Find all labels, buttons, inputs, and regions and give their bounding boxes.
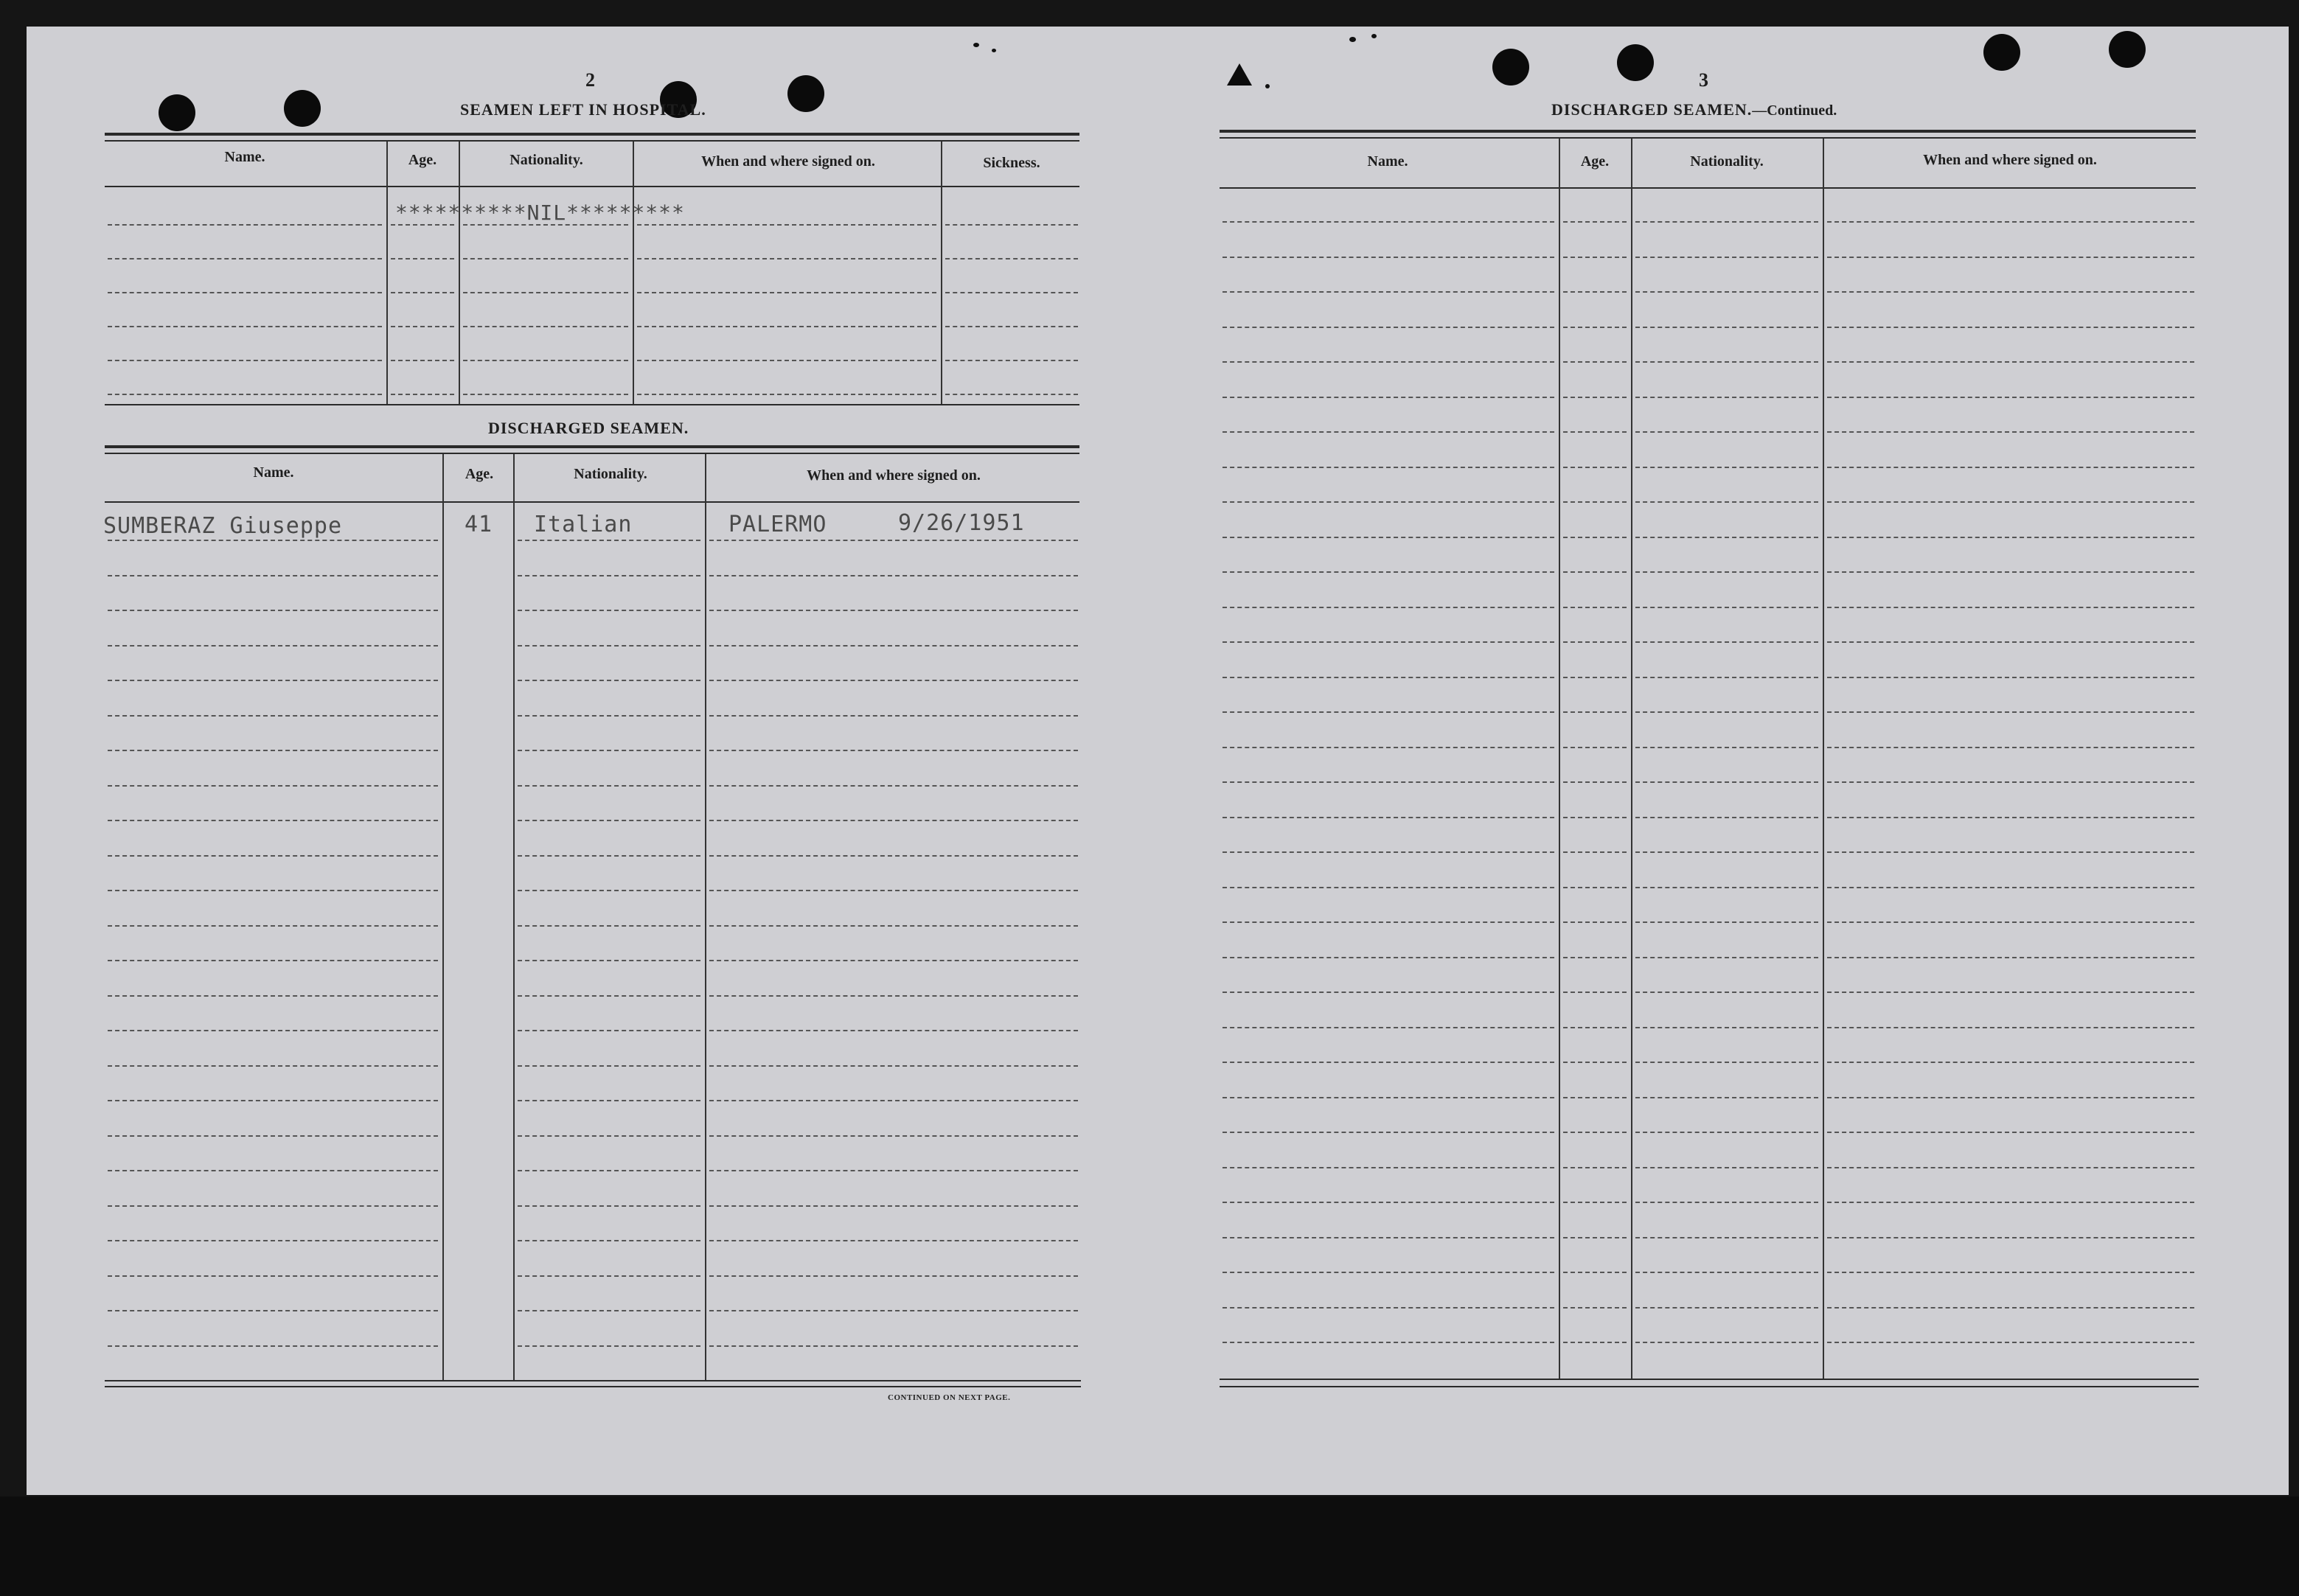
row-rule [1222, 781, 1554, 783]
punch-hole [1617, 44, 1654, 81]
row-rule [1635, 291, 1818, 293]
row-rule [637, 292, 936, 293]
col-head-signed-on: When and where signed on. [807, 467, 981, 484]
row-rule [108, 925, 438, 927]
row-rule [1222, 1202, 1554, 1203]
row-rule [108, 680, 438, 681]
row-rule [1563, 361, 1627, 363]
row-rule [1222, 711, 1554, 713]
row-rule [1563, 221, 1627, 223]
row-rule [709, 1240, 1078, 1241]
row-rule [108, 995, 438, 997]
row-rule [1563, 1062, 1627, 1063]
row-rule [1635, 501, 1818, 503]
row-rule [108, 610, 438, 611]
row-rule [1827, 1132, 2194, 1133]
row-rule [1635, 1062, 1818, 1063]
row-rule [1827, 1027, 2194, 1028]
row-rule [1635, 257, 1818, 258]
row-rule [518, 1240, 700, 1241]
row-rule [518, 890, 700, 891]
row-rule [1827, 1272, 2194, 1273]
row-rule [1635, 221, 1818, 223]
row-rule [1827, 501, 2194, 503]
rule [105, 453, 1079, 454]
seaman-nationality: Italian [534, 512, 633, 537]
row-rule [709, 1135, 1078, 1137]
ink-speck [992, 49, 996, 52]
row-rule [1635, 641, 1818, 643]
row-rule [463, 258, 628, 259]
row-rule [1827, 992, 2194, 993]
row-rule [518, 645, 700, 647]
row-rule [945, 258, 1078, 259]
punch-hole [159, 94, 195, 131]
punch-hole [2109, 31, 2146, 68]
row-rule [1827, 921, 2194, 923]
ink-speck [1349, 37, 1356, 42]
row-rule [1222, 921, 1554, 923]
row-rule [1222, 501, 1554, 503]
row-rule [1827, 641, 2194, 643]
row-rule [108, 715, 438, 717]
row-rule [108, 1135, 438, 1137]
discharged-continued-title [1551, 100, 1837, 119]
row-rule [1563, 921, 1627, 923]
row-rule [463, 394, 628, 395]
row-rule [945, 224, 1078, 226]
row-rule [709, 855, 1078, 857]
row-rule [1222, 537, 1554, 538]
row-rule [1635, 851, 1818, 853]
row-rule [1635, 467, 1818, 468]
row-rule [1222, 677, 1554, 678]
row-rule [709, 1345, 1078, 1347]
punch-hole [787, 75, 824, 112]
row-rule [1635, 361, 1818, 363]
row-rule [518, 960, 700, 961]
row-rule [1827, 607, 2194, 608]
row-rule [1827, 257, 2194, 258]
row-rule [391, 292, 454, 293]
row-rule [1635, 1027, 1818, 1028]
row-rule [518, 715, 700, 717]
row-rule [1635, 571, 1818, 573]
punch-hole [284, 90, 321, 127]
row-rule [1563, 1237, 1627, 1238]
row-rule [1635, 1167, 1818, 1168]
row-rule [518, 575, 700, 576]
row-rule [518, 1170, 700, 1171]
col-head-name: Name. [1367, 153, 1408, 170]
row-rule [463, 360, 628, 361]
row-rule [709, 925, 1078, 927]
row-rule [1563, 677, 1627, 678]
row-rule [1635, 1237, 1818, 1238]
row-rule [1222, 431, 1554, 433]
title-main: DISCHARGED SEAMEN. [1551, 100, 1753, 119]
row-rule [463, 326, 628, 327]
row-rule [709, 1100, 1078, 1101]
row-rule [945, 326, 1078, 327]
row-rule [108, 1030, 438, 1031]
row-rule [518, 855, 700, 857]
row-rule [391, 360, 454, 361]
row-rule [709, 540, 1078, 541]
row-rule [1635, 1202, 1818, 1203]
row-rule [709, 820, 1078, 821]
page-number-right: 3 [1699, 69, 1708, 91]
row-rule [1827, 397, 2194, 398]
col-divider [1631, 139, 1632, 1380]
row-rule [518, 680, 700, 681]
row-rule [1563, 817, 1627, 818]
row-rule [1827, 221, 2194, 223]
col-divider [386, 142, 388, 404]
row-rule [108, 292, 382, 293]
row-rule [709, 1275, 1078, 1277]
row-rule [518, 1275, 700, 1277]
col-divider [459, 142, 460, 404]
row-rule [1563, 327, 1627, 328]
row-rule [1827, 1237, 2194, 1238]
col-divider [633, 142, 634, 404]
row-rule [709, 680, 1078, 681]
row-rule [1563, 291, 1627, 293]
row-rule [1563, 641, 1627, 643]
col-head-name: Name. [224, 149, 265, 165]
row-rule [1222, 1132, 1554, 1133]
row-rule [709, 610, 1078, 611]
row-rule [1222, 641, 1554, 643]
row-rule [1222, 1237, 1554, 1238]
row-rule [518, 1100, 700, 1101]
col-head-nationality: Nationality. [509, 152, 583, 168]
col-divider [941, 142, 942, 404]
row-rule [108, 750, 438, 751]
row-rule [108, 1205, 438, 1207]
rule [1220, 187, 2196, 189]
row-rule [1563, 537, 1627, 538]
col-head-name: Name. [253, 464, 294, 481]
row-rule [1563, 1132, 1627, 1133]
row-rule [1635, 537, 1818, 538]
row-rule [1635, 327, 1818, 328]
row-rule [108, 326, 382, 327]
row-rule [1563, 1027, 1627, 1028]
row-rule [945, 292, 1078, 293]
rule [105, 501, 1079, 503]
row-rule [1635, 957, 1818, 958]
col-head-nationality: Nationality. [574, 466, 647, 482]
rule [105, 1380, 1081, 1381]
row-rule [391, 258, 454, 259]
row-rule [108, 960, 438, 961]
row-rule [1635, 1272, 1818, 1273]
row-rule [391, 326, 454, 327]
row-rule [1222, 817, 1554, 818]
row-rule [1563, 1167, 1627, 1168]
signed-on-date: 9/26/1951 [898, 510, 1025, 536]
hospital-nil-entry: **********NIL********* [395, 201, 685, 225]
row-rule [1635, 711, 1818, 713]
row-rule [1827, 711, 2194, 713]
row-rule [1222, 397, 1554, 398]
rule [105, 186, 1079, 187]
title-continued: —Continued. [1752, 102, 1837, 119]
row-rule [1563, 887, 1627, 888]
row-rule [108, 785, 438, 787]
seaman-age: 41 [465, 512, 493, 537]
row-rule [1635, 431, 1818, 433]
row-rule [518, 1205, 700, 1207]
col-head-nationality: Nationality. [1690, 153, 1764, 170]
row-rule [1222, 467, 1554, 468]
row-rule [518, 1135, 700, 1137]
ink-speck [973, 43, 979, 47]
row-rule [709, 1030, 1078, 1031]
discharged-section-title: DISCHARGED SEAMEN. [488, 419, 689, 437]
row-rule [108, 360, 382, 361]
row-rule [1827, 571, 2194, 573]
row-rule [1635, 921, 1818, 923]
row-rule [1222, 851, 1554, 853]
triangle-mark [1227, 63, 1252, 86]
row-rule [1563, 257, 1627, 258]
row-rule [108, 1310, 438, 1311]
row-rule [1827, 291, 2194, 293]
row-rule [1222, 1307, 1554, 1308]
row-rule [1635, 1097, 1818, 1098]
rule [1220, 1386, 2199, 1387]
row-rule [709, 715, 1078, 717]
col-head-signed-on: When and where signed on. [701, 153, 875, 170]
row-rule [108, 258, 382, 259]
row-rule [518, 925, 700, 927]
row-rule [1563, 711, 1627, 713]
row-rule [1635, 747, 1818, 748]
row-rule [709, 1170, 1078, 1171]
row-rule [108, 1170, 438, 1171]
row-rule [1827, 1167, 2194, 1168]
row-rule [1222, 571, 1554, 573]
row-rule [1222, 957, 1554, 958]
punch-hole [1492, 49, 1529, 86]
col-divider [705, 454, 706, 1380]
punch-hole [1983, 34, 2020, 71]
row-rule [1827, 327, 2194, 328]
row-rule [108, 224, 382, 226]
row-rule [1563, 571, 1627, 573]
row-rule [1222, 1062, 1554, 1063]
row-rule [518, 1030, 700, 1031]
rule [105, 1386, 1081, 1387]
row-rule [709, 645, 1078, 647]
hospital-section-title: SEAMEN LEFT IN HOSPITAL. [460, 100, 706, 119]
row-rule [1563, 1307, 1627, 1308]
row-rule [1222, 221, 1554, 223]
row-rule [709, 890, 1078, 891]
row-rule [1222, 1272, 1554, 1273]
row-rule [1827, 887, 2194, 888]
row-rule [1827, 851, 2194, 853]
row-rule [1827, 957, 2194, 958]
row-rule [1563, 607, 1627, 608]
row-rule [1635, 817, 1818, 818]
row-rule [1222, 257, 1554, 258]
row-rule [1222, 291, 1554, 293]
row-rule [709, 960, 1078, 961]
row-rule [1827, 677, 2194, 678]
rule [105, 133, 1079, 136]
row-rule [1827, 1202, 2194, 1203]
row-rule [1563, 397, 1627, 398]
row-rule [709, 1310, 1078, 1311]
row-rule [1827, 431, 2194, 433]
row-rule [108, 645, 438, 647]
rule [105, 445, 1079, 448]
row-rule [1222, 1027, 1554, 1028]
row-rule [709, 995, 1078, 997]
scan-border [0, 1496, 2299, 1596]
row-rule [1635, 781, 1818, 783]
ink-speck [1371, 34, 1377, 38]
rule [1220, 137, 2196, 139]
row-rule [1635, 887, 1818, 888]
col-divider [1559, 139, 1560, 1380]
row-rule [637, 258, 936, 259]
row-rule [709, 750, 1078, 751]
row-rule [1635, 1342, 1818, 1343]
rule [1220, 1379, 2199, 1380]
row-rule [1827, 361, 2194, 363]
rule [105, 404, 1079, 405]
row-rule [945, 360, 1078, 361]
row-rule [108, 1065, 438, 1067]
col-divider [513, 454, 515, 1380]
row-rule [1563, 957, 1627, 958]
row-rule [1563, 1202, 1627, 1203]
row-rule [637, 326, 936, 327]
row-rule [1563, 851, 1627, 853]
row-rule [1563, 1097, 1627, 1098]
ink-speck [1265, 84, 1270, 88]
row-rule [108, 1100, 438, 1101]
row-rule [1222, 1167, 1554, 1168]
row-rule [709, 1065, 1078, 1067]
row-rule [108, 855, 438, 857]
row-rule [518, 820, 700, 821]
row-rule [518, 1345, 700, 1347]
row-rule [1222, 747, 1554, 748]
row-rule [518, 1310, 700, 1311]
row-rule [637, 360, 936, 361]
col-head-sickness: Sickness. [983, 155, 1040, 171]
row-rule [1563, 747, 1627, 748]
rule [1220, 130, 2196, 133]
row-rule [518, 750, 700, 751]
row-rule [1222, 327, 1554, 328]
row-rule [518, 785, 700, 787]
row-rule [637, 394, 936, 395]
row-rule [1635, 1307, 1818, 1308]
row-rule [1827, 1097, 2194, 1098]
row-rule [1635, 992, 1818, 993]
row-rule [1635, 397, 1818, 398]
row-rule [108, 575, 438, 576]
row-rule [1563, 1272, 1627, 1273]
row-rule [1635, 1132, 1818, 1133]
row-rule [1827, 747, 2194, 748]
signed-on-place: PALERMO [728, 512, 827, 537]
col-head-age: Age. [465, 466, 494, 482]
row-rule [108, 820, 438, 821]
row-rule [1222, 361, 1554, 363]
row-rule [108, 394, 382, 395]
row-rule [1635, 677, 1818, 678]
row-rule [1563, 501, 1627, 503]
row-rule [1563, 467, 1627, 468]
page-number-left: 2 [585, 69, 595, 91]
row-rule [1827, 537, 2194, 538]
row-rule [1222, 1342, 1554, 1343]
row-rule [518, 1065, 700, 1067]
row-rule [1827, 467, 2194, 468]
row-rule [709, 575, 1078, 576]
row-rule [1563, 431, 1627, 433]
row-rule [1827, 817, 2194, 818]
row-rule [518, 995, 700, 997]
row-rule [1563, 1342, 1627, 1343]
row-rule [1563, 992, 1627, 993]
row-rule [1563, 781, 1627, 783]
row-rule [1222, 992, 1554, 993]
rule [105, 140, 1079, 142]
row-rule [709, 1205, 1078, 1207]
row-rule [1827, 781, 2194, 783]
col-divider [1823, 139, 1824, 1380]
row-rule [1827, 1342, 2194, 1343]
col-head-age: Age. [408, 152, 437, 168]
row-rule [1222, 1097, 1554, 1098]
continued-note: CONTINUED ON NEXT PAGE. [888, 1393, 1011, 1402]
row-rule [108, 1240, 438, 1241]
row-rule [463, 292, 628, 293]
row-rule [1827, 1062, 2194, 1063]
seaman-name: SUMBERAZ Giuseppe [103, 513, 343, 539]
row-rule [108, 1275, 438, 1277]
col-head-age: Age. [1580, 153, 1610, 170]
col-head-signed-on: When and where signed on. [1923, 152, 2097, 168]
row-rule [108, 1345, 438, 1347]
row-rule [945, 394, 1078, 395]
row-rule [518, 540, 700, 541]
row-rule [1827, 1307, 2194, 1308]
row-rule [391, 394, 454, 395]
row-rule [108, 540, 438, 541]
row-rule [1635, 607, 1818, 608]
row-rule [1222, 887, 1554, 888]
row-rule [108, 890, 438, 891]
col-divider [442, 454, 444, 1380]
row-rule [518, 610, 700, 611]
row-rule [1222, 607, 1554, 608]
row-rule [709, 785, 1078, 787]
